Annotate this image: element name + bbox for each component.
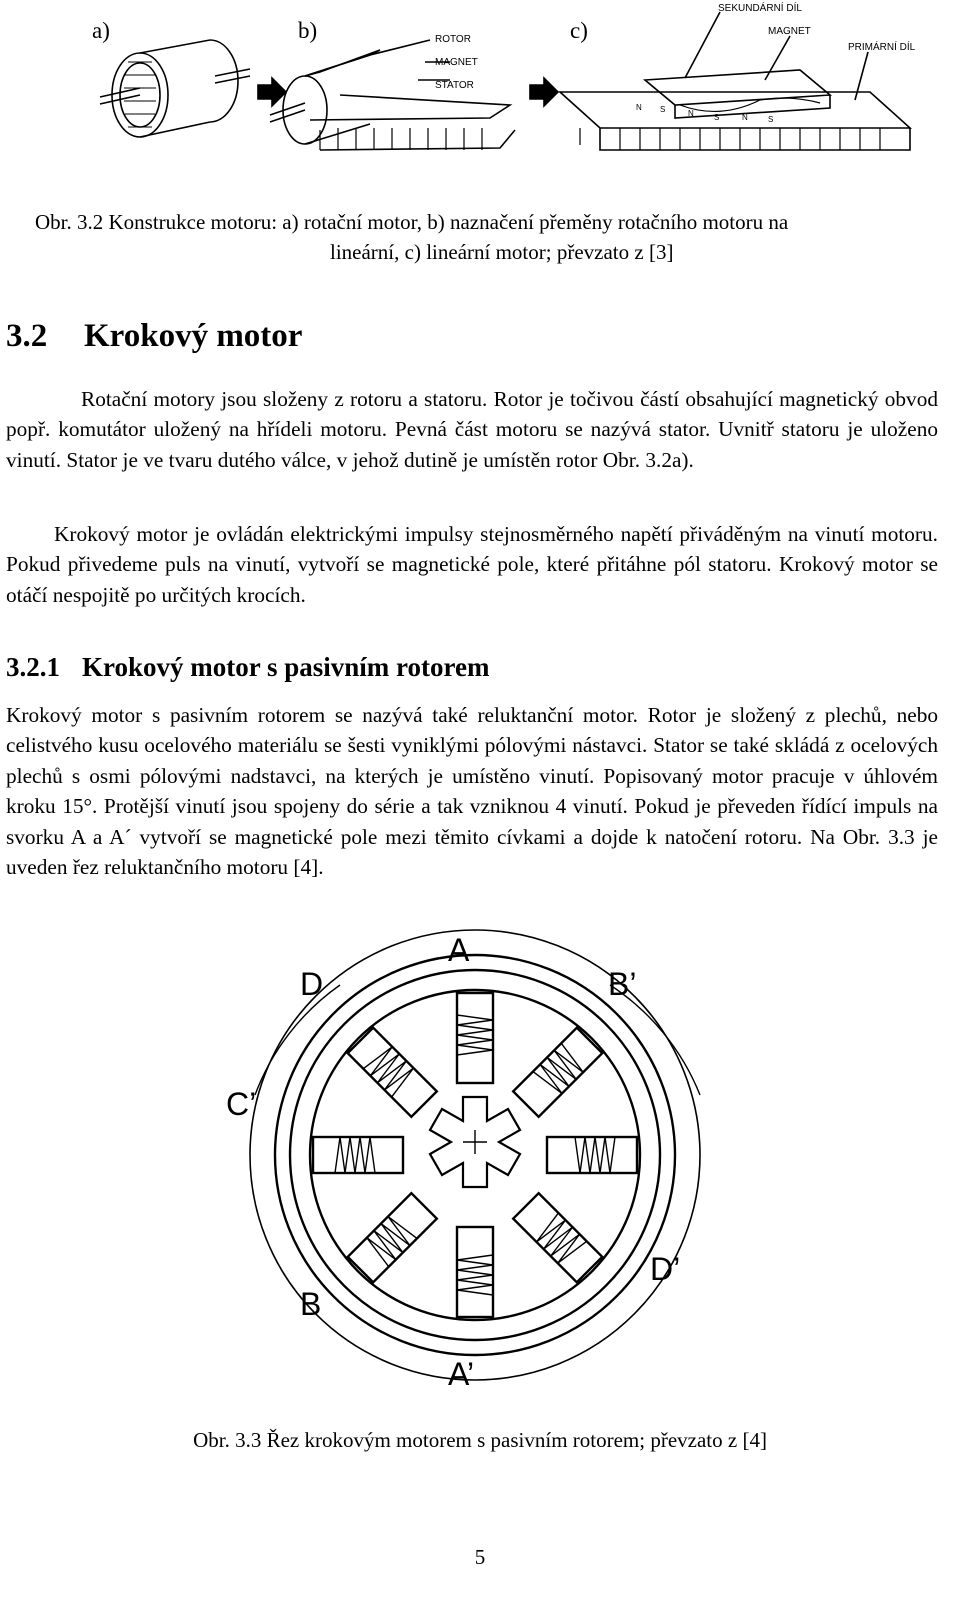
figure-caption: Obr. 3.3 Řez krokovým motorem s pasivním rotorem; převzato z [4] [193, 1428, 767, 1452]
motor-drawings [20, 0, 950, 200]
label-primarni: PRIMÁRNÍ DÍL [848, 42, 916, 53]
label-stator: STATOR [435, 80, 474, 91]
pole-label: S [660, 105, 666, 114]
terminal-label-b: B [300, 1286, 322, 1322]
figure-caption: lineární, c) lineární motor; převzato z [3] [330, 240, 674, 264]
pole-label: N [636, 103, 642, 112]
panel-label-c: c) [570, 18, 588, 43]
paragraph: Krokový motor je ovládán elektrickými impulsy stejnosměrného napětí přiváděným na vinutí motoru. Pokud přivedeme puls na vinutí, vytvoří se magnetické pole, které přitáhne pól statoru. Krokový motor se otáčí nespojitě po určitých krocích. [6, 522, 938, 607]
panel-label-a: a) [92, 18, 110, 43]
terminal-label-a: A [448, 932, 470, 968]
label-magnet-c: MAGNET [768, 26, 811, 37]
panel-label-b: b) [298, 18, 318, 43]
label-sekundarni: SEKUNDÁRNÍ DÍL [718, 3, 802, 14]
label-rotor: ROTOR [435, 34, 471, 45]
page-number: 5 [474, 1545, 486, 1569]
subsection-title: Krokový motor s pasivním rotorem [82, 652, 490, 682]
section-title: Krokový motor [84, 318, 303, 354]
pole-label: N [742, 113, 748, 122]
pole-label: N [688, 109, 694, 118]
terminal-label-c-prime: C’ [226, 1086, 257, 1122]
pole-label: S [714, 113, 720, 122]
subsection-number: 3.2.1 [6, 652, 60, 682]
paragraph: Krokový motor s pasivním rotorem se nazývá také reluktanční motor. Rotor je složený z plechů, nebo celistvého kusu ocelového materiálu se šesti vyniklými pólovými nástavci. Stator se také skládá z ocelových plechů s osmi pólovými nadstavci, na kterých je umístěno vinutí. Popisovaný motor pracuje v úhlovém kroku 15°. Protější vinutí jsou spojeny do série a tak vzniknou 4 vinutí. Pokud je převeden řídící impuls na svorku A a A´ vytvoří se magnetické pole mezi těmito cívkami a dojde k natočení rotoru. Na Obr. 3.3 je uveden řez reluktančního motoru [4]. [6, 703, 938, 880]
stator-poles [313, 993, 637, 1317]
reluctance-motor-drawing [160, 925, 820, 1395]
linear-motor-drawing [560, 12, 910, 150]
figure-reluctance-motor [160, 925, 820, 1395]
section-number: 3.2 [6, 318, 48, 354]
section-heading [6, 318, 302, 355]
paragraph: Rotační motory jsou složeny z rotoru a statoru. Rotor je točivou částí obsahující magnetický obvod popř. komutátor uložený na hřídeli motoru. Pevná část motoru se nazývá stator. Uvnitř statoru je uloženo vinutí. Stator je ve tvaru dutého válce, v jehož dutině je umístěn rotor Obr. 3.2a). [6, 387, 938, 472]
subsection-heading [6, 652, 490, 683]
terminal-label-d: D [300, 966, 324, 1002]
terminal-label-b-prime: B’ [608, 966, 637, 1002]
figure-caption: Obr. 3.2 Konstrukce motoru: a) rotační motor, b) naznačení přeměny rotačního motoru na [35, 210, 789, 234]
rotary-motor-drawing [100, 40, 250, 137]
label-magnet-b: MAGNET [435, 57, 478, 68]
transition-motor-drawing [270, 40, 515, 150]
figure-motor-construction [20, 0, 950, 200]
pole-label: S [768, 115, 774, 124]
terminal-label-a-prime: A’ [448, 1356, 475, 1392]
terminal-label-d-prime: D’ [650, 1251, 681, 1287]
